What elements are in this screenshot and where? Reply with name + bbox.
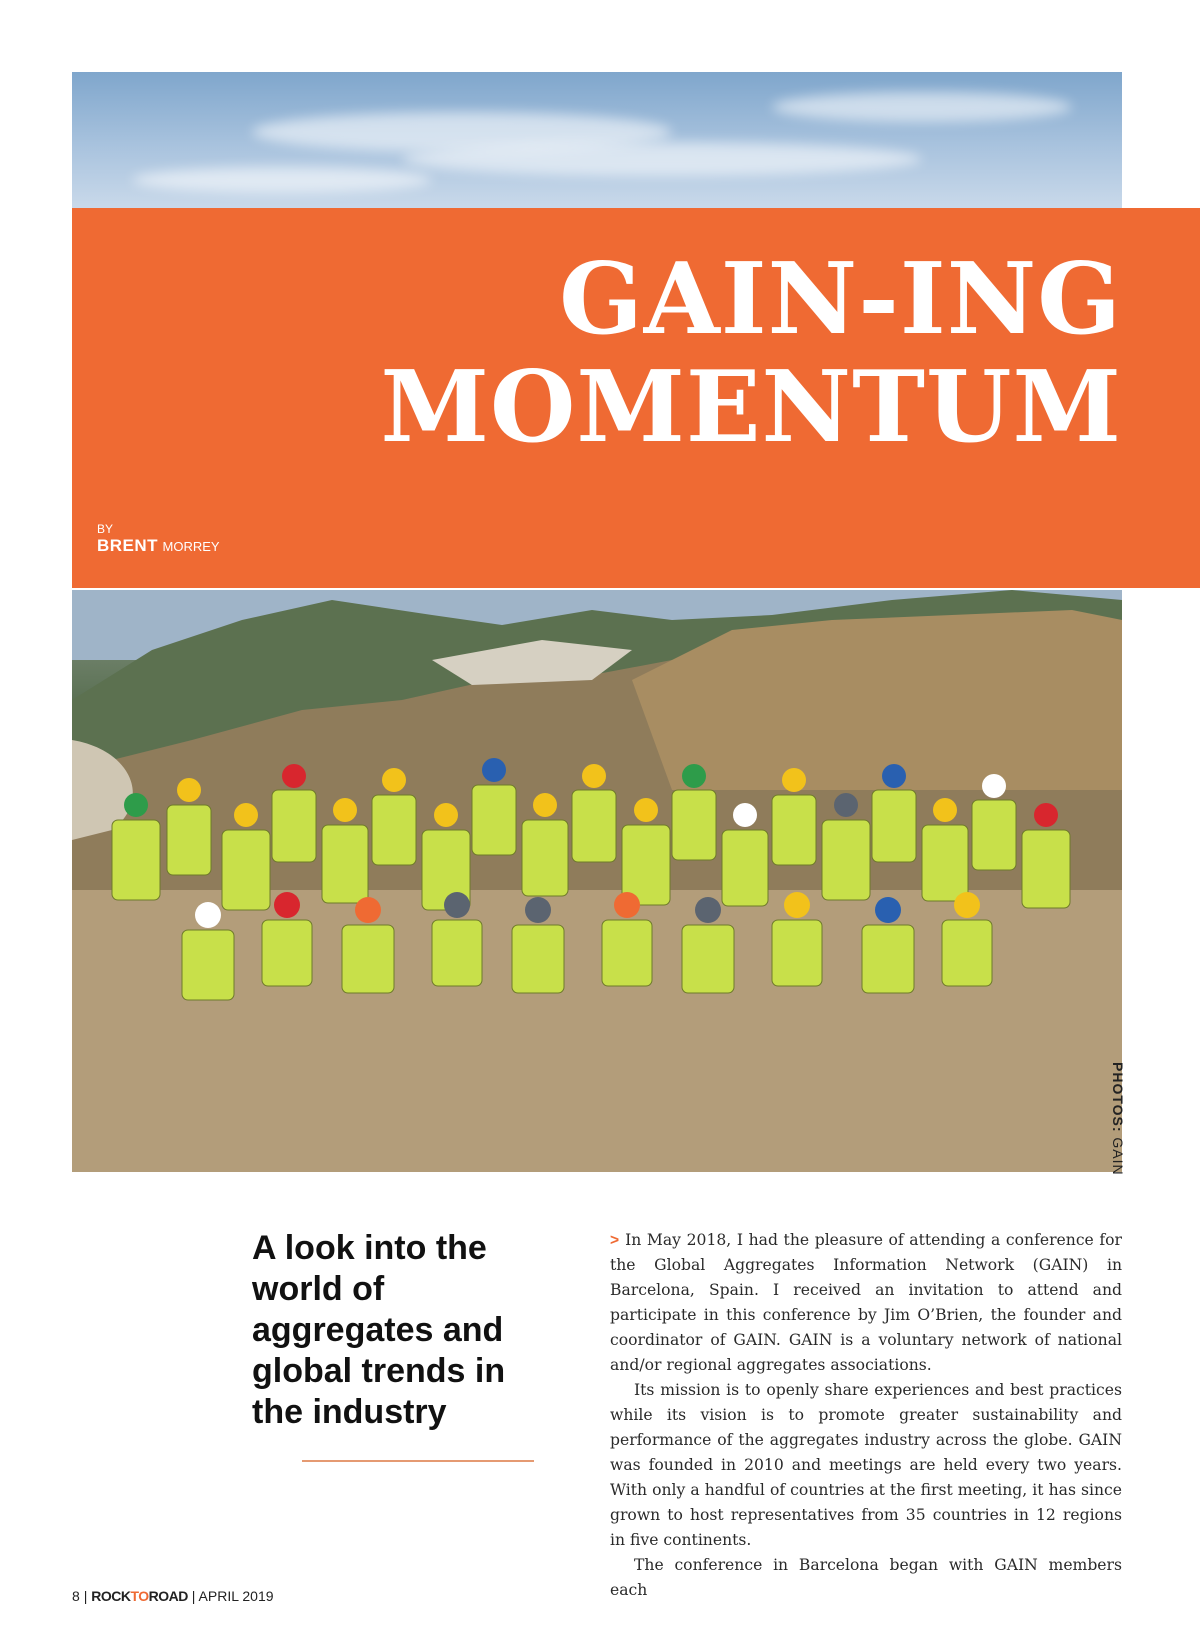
body-paragraph-3: The conference in Barcelona began with GAIN members each: [610, 1556, 1122, 1599]
logo-part-to: TO: [130, 1588, 149, 1604]
photo-credit-label: PHOTOS:: [1110, 1062, 1126, 1133]
body-paragraph-2: Its mission is to openly share experiences and best practices while its vision is to promote greater sustainability and performance of the aggregates industry across the globe. GAIN was founded in 2010 and meetings are held every two years. With only a handful of countries at the first meeting, it has since grown to host representatives from 35 countries in 12 regions in five continents.: [610, 1381, 1122, 1549]
magazine-logo: [91, 1588, 188, 1604]
photo-credit: [1110, 1062, 1126, 1176]
author-first-name: BRENT: [97, 536, 159, 555]
page-footer: [72, 1588, 274, 1604]
logo-part-rock: ROCK: [91, 1588, 131, 1604]
footer-separator: |: [83, 1588, 92, 1604]
issue-date: APRIL 2019: [198, 1588, 274, 1604]
title-line-2: MOMENTUM: [380, 350, 1122, 465]
dek-divider: [302, 1460, 534, 1462]
page-number: 8: [72, 1588, 80, 1604]
author-last-name: MORREY: [162, 539, 220, 554]
byline: [97, 522, 220, 556]
lead-arrow-icon: >: [610, 1232, 620, 1249]
group-photo: [72, 590, 1122, 1172]
body-paragraph-1: [610, 1228, 1122, 1378]
photo-credit-name: GAIN: [1110, 1137, 1126, 1176]
article-title: [380, 242, 1122, 465]
title-line-1: GAIN-ING: [559, 242, 1122, 357]
byline-prefix: BY: [97, 522, 114, 536]
logo-part-road: ROAD: [148, 1588, 188, 1604]
body-paragraph-1-text: In May 2018, I had the pleasure of attending a conference for the Global Aggregates Information Network (GAIN) in Barcelona, Spain. I received an invitation to attend and participate in this conference by Jim O’Brien, the founder and coordinator of GAIN. GAIN is a voluntary network of national and/or regional aggregates associations.: [610, 1231, 1122, 1374]
footer-separator-2: |: [191, 1588, 199, 1604]
header-sky-image: [72, 72, 1122, 208]
group-photo-illustration: [72, 590, 1122, 1172]
article-body: [610, 1228, 1122, 1603]
title-banner: [72, 208, 1200, 588]
article-dek: A look into the world of aggregates and global trends in the industry: [252, 1229, 506, 1431]
